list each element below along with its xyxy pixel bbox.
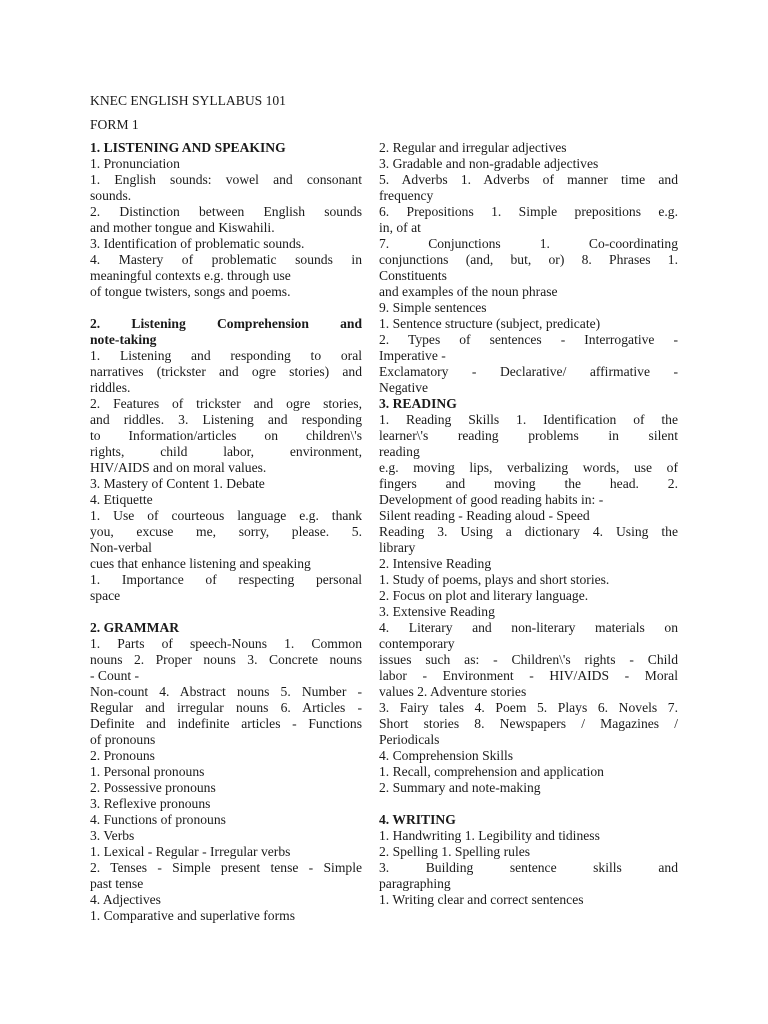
text-line: 3. Building sentence skills and (379, 860, 678, 875)
text-line: 1. Importance of respecting personal (90, 572, 362, 587)
text-line: past tense (90, 876, 144, 891)
text-line: you, excuse me, sorry, please. 5. (90, 524, 362, 539)
text-line: 3. Identification of problematic sounds. (90, 236, 305, 251)
text-line: 3. Fairy tales 4. Poem 5. Plays 6. Novels 7. (379, 700, 678, 715)
form-label: FORM 1 (90, 117, 139, 132)
text-line: and examples of the noun phrase (379, 284, 558, 299)
text-line: 2. Regular and irregular adjectives (379, 140, 567, 155)
text-line: 1. Comparative and superlative forms (90, 908, 295, 923)
section-heading: 1. LISTENING AND SPEAKING (90, 140, 286, 155)
text-line: 1. Sentence structure (subject, predicate) (379, 316, 601, 331)
text-line: 2. Features of trickster and ogre stories, (90, 396, 362, 411)
text-line: Exclamatory - Declarative/ affirmative - (379, 364, 678, 379)
text-line: Non-count 4. Abstract nouns 5. Number - (90, 684, 362, 699)
text-line: Negative (379, 380, 429, 395)
paragraph-gap (90, 604, 362, 620)
right-column (379, 140, 678, 908)
text-line: 7. Conjunctions 1. Co-coordinating (379, 236, 678, 251)
text-line: conjunctions (and, but, or) 8. Phrases 1. (379, 252, 678, 267)
text-line: Regular and irregular nouns 6. Articles - (90, 700, 362, 715)
text-line: space (90, 588, 121, 603)
text-line: Silent reading - Reading aloud - Speed (379, 508, 590, 523)
text-line: contemporary (379, 636, 455, 651)
text-line: 9. Simple sentences (379, 300, 487, 315)
text-line: 2. Distinction between English sounds (90, 204, 362, 219)
text-line: paragraphing (379, 876, 451, 891)
text-line: 2. Summary and note-making (379, 780, 541, 795)
text-line: labor - Environment - HIV/AIDS - Moral (379, 668, 678, 683)
section-heading: 3. READING (379, 396, 457, 411)
text-line: 4. Functions of pronouns (90, 812, 226, 827)
text-line: to Information/articles on children\'s (90, 428, 362, 443)
text-line: of pronouns (90, 732, 156, 747)
text-line: Non-verbal (90, 540, 152, 555)
text-line: e.g. moving lips, verbalizing words, use of (379, 460, 678, 475)
text-line: narratives (trickster and ogre stories) and (90, 364, 362, 379)
text-line: 1. English sounds: vowel and consonant (90, 172, 362, 187)
document-title: KNEC ENGLISH SYLLABUS 101 (90, 93, 286, 108)
text-line: of tongue twisters, songs and poems. (90, 284, 291, 299)
text-line: learner\'s reading problems in silent (379, 428, 678, 443)
text-line: library (379, 540, 416, 555)
text-line: nouns 2. Proper nouns 3. Concrete nouns (90, 652, 362, 667)
paragraph-gap (379, 796, 678, 812)
text-line: 1. Use of courteous language e.g. thank (90, 508, 362, 523)
section-heading: 2. GRAMMAR (90, 620, 180, 635)
text-line: 2. Possessive pronouns (90, 780, 216, 795)
text-line: 1. Handwriting 1. Legibility and tidiness (379, 828, 600, 843)
text-line: 6. Prepositions 1. Simple prepositions e.g. (379, 204, 678, 219)
text-line: 2. Pronouns (90, 748, 155, 763)
text-line: Reading 3. Using a dictionary 4. Using the (379, 524, 678, 539)
text-line: Definite and indefinite articles - Functions (90, 716, 362, 731)
text-line: - Count - (90, 668, 140, 683)
text-line: 5. Adverbs 1. Adverbs of manner time and (379, 172, 678, 187)
text-line: values 2. Adventure stories (379, 684, 527, 699)
text-line: frequency (379, 188, 434, 203)
text-line: 1. Writing clear and correct sentences (379, 892, 584, 907)
text-line: 3. Reflexive pronouns (90, 796, 211, 811)
text-line: 1. Lexical - Regular - Irregular verbs (90, 844, 291, 859)
text-line: Constituents (379, 268, 447, 283)
text-line: fingers and moving the head. 2. (379, 476, 678, 491)
text-line: Short stories 8. Newspapers / Magazines / (379, 716, 678, 731)
text-line: and riddles. 3. Listening and responding (90, 412, 362, 427)
text-line: riddles. (90, 380, 131, 395)
text-line: 4. Literary and non-literary materials on (379, 620, 678, 635)
text-line: 4. Etiquette (90, 492, 153, 507)
section-heading: note-taking (90, 332, 157, 347)
text-line: 4. Adjectives (90, 892, 161, 907)
text-line: 4. Comprehension Skills (379, 748, 514, 763)
left-column (90, 140, 362, 924)
text-line: cues that enhance listening and speaking (90, 556, 311, 571)
text-line: rights, child labor, environment, (90, 444, 362, 459)
text-line: 2. Intensive Reading (379, 556, 492, 571)
section-heading: 4. WRITING (379, 812, 456, 827)
text-line: 1. Listening and responding to oral (90, 348, 362, 363)
text-line: HIV/AIDS and on moral values. (90, 460, 267, 475)
text-line: Imperative - (379, 348, 446, 363)
text-line: 4. Mastery of problematic sounds in (90, 252, 362, 267)
text-line: and mother tongue and Kiswahili. (90, 220, 275, 235)
text-line: Periodicals (379, 732, 440, 747)
text-line: 1. Parts of speech-Nouns 1. Common (90, 636, 362, 651)
text-line: 1. Study of poems, plays and short stories. (379, 572, 610, 587)
text-line: 2. Types of sentences - Interrogative - (379, 332, 678, 347)
text-line: 2. Spelling 1. Spelling rules (379, 844, 531, 859)
text-line: 3. Extensive Reading (379, 604, 495, 619)
text-line: 3. Mastery of Content 1. Debate (90, 476, 265, 491)
text-line: 3. Gradable and non-gradable adjectives (379, 156, 599, 171)
paragraph-gap (90, 300, 362, 316)
text-line: 1. Personal pronouns (90, 764, 205, 779)
text-line: 3. Verbs (90, 828, 135, 843)
text-line: in, of at (379, 220, 421, 235)
text-line: 1. Pronunciation (90, 156, 180, 171)
text-line: 1. Recall, comprehension and application (379, 764, 604, 779)
text-line: sounds. (90, 188, 132, 203)
section-heading: 2. Listening Comprehension and (90, 316, 362, 331)
text-line: issues such as: - Children\'s rights - Child (379, 652, 678, 667)
text-line: 1. Reading Skills 1. Identification of the (379, 412, 678, 427)
text-line: Development of good reading habits in: - (379, 492, 604, 507)
text-line: 2. Tenses - Simple present tense - Simple (90, 860, 362, 875)
text-line: 2. Focus on plot and literary language. (379, 588, 589, 603)
text-line: meaningful contexts e.g. through use (90, 268, 291, 283)
text-line: reading (379, 444, 420, 459)
